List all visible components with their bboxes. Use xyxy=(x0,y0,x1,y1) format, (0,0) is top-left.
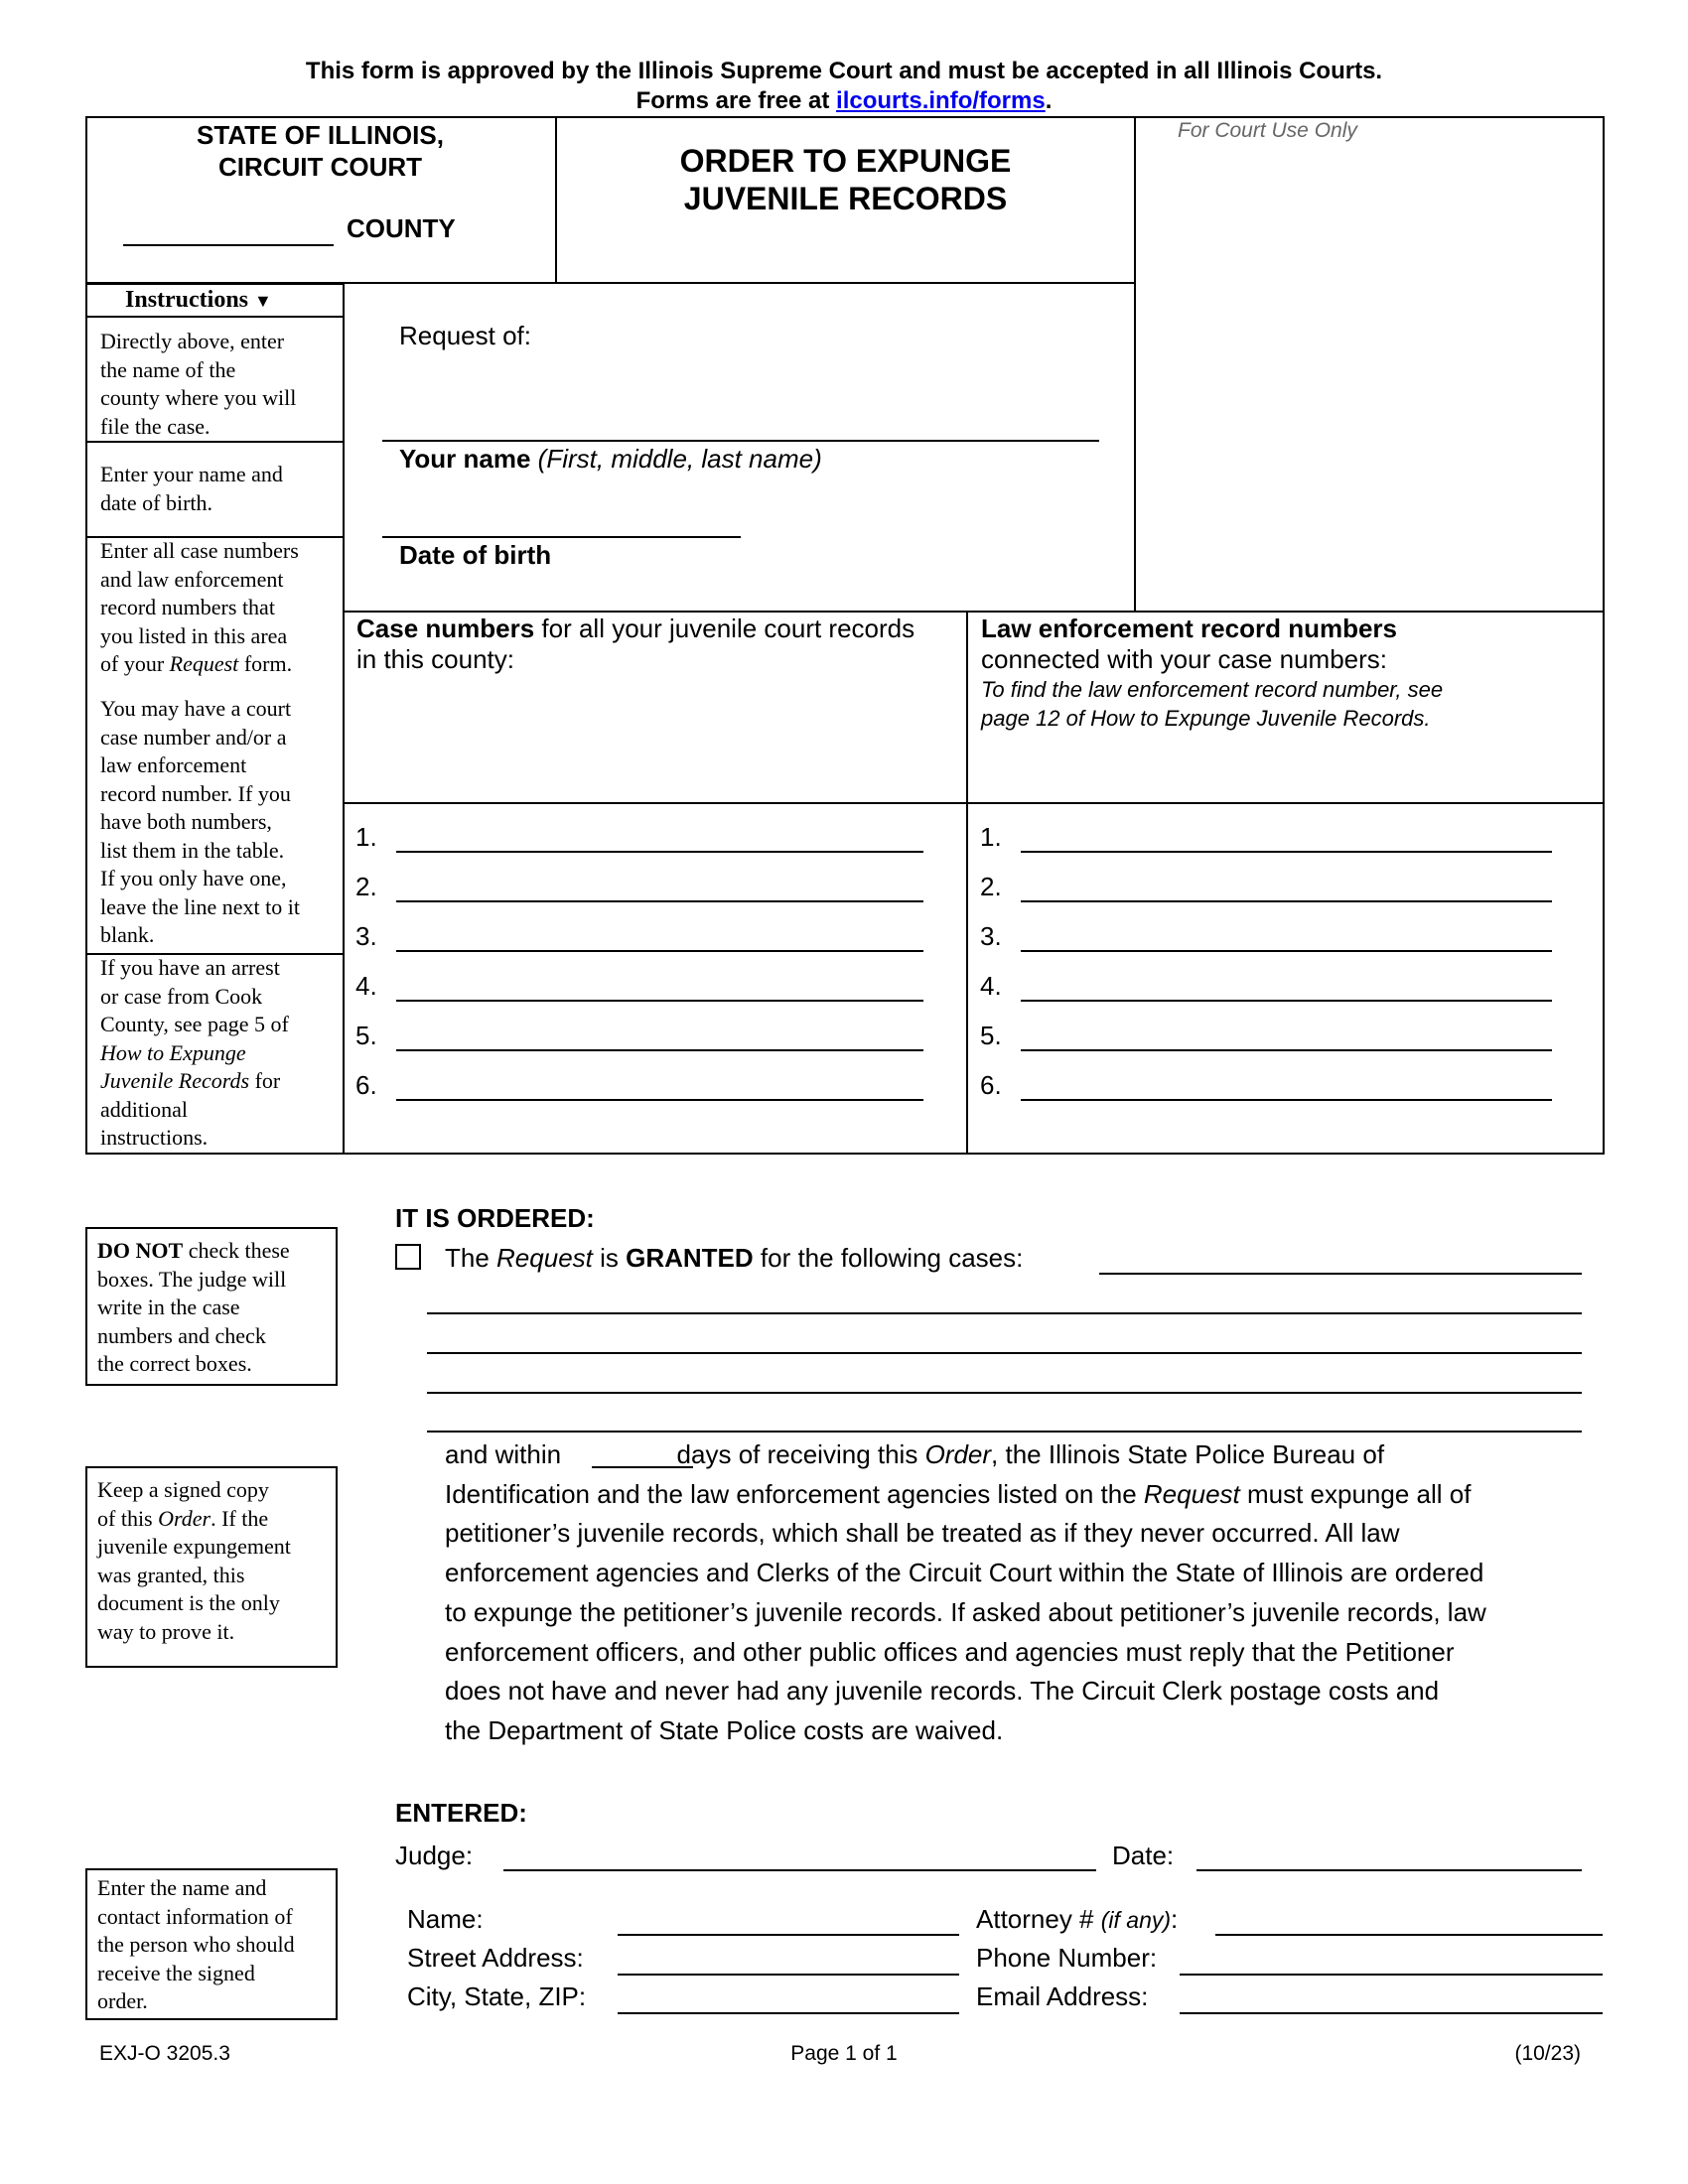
instruction-line xyxy=(100,1067,289,1096)
le-row-number: 1. xyxy=(980,822,1002,852)
instructions-header xyxy=(125,287,272,314)
instruction-line: file the case. xyxy=(100,413,211,439)
header-line: Law enforcement record numbers xyxy=(981,614,1397,643)
le-row-number: 5. xyxy=(980,1021,1002,1050)
text-span: must expunge all of xyxy=(1239,1478,1472,1509)
paragraph-line: to expunge the petitioner’s juvenile records. If asked about petitioner’s juvenile records, law xyxy=(445,1596,1486,1627)
contact-note xyxy=(85,1868,338,2020)
table-top-border xyxy=(343,611,1605,613)
text-span: Request xyxy=(496,1243,593,1273)
instruction-line xyxy=(97,1505,326,1534)
instruction-line: list them in the table. xyxy=(100,837,285,863)
text-span: (if any) xyxy=(1100,1907,1172,1933)
text-span: of this xyxy=(97,1505,159,1531)
date-label: Date: xyxy=(1112,1841,1175,1870)
forms-suffix: . xyxy=(1045,87,1053,114)
le-record-line[interactable] xyxy=(1021,851,1552,853)
le-record-line[interactable] xyxy=(1021,900,1552,902)
case-number-line[interactable] xyxy=(396,1049,923,1051)
instruction-line: Enter all case numbers xyxy=(100,538,299,563)
days-spacer xyxy=(568,1462,669,1463)
text-span: Case numbers xyxy=(356,614,535,643)
granted-cases-line[interactable] xyxy=(427,1312,1582,1314)
instruction-line: was granted, this xyxy=(97,1562,245,1587)
judge-label: Judge: xyxy=(395,1841,474,1870)
days-input-line[interactable] xyxy=(592,1466,693,1468)
form-id: EXJ-O 3205.3 xyxy=(99,2042,230,2065)
it-is-ordered-heading: IT IS ORDERED: xyxy=(395,1203,595,1233)
le-record-line[interactable] xyxy=(1021,1000,1552,1002)
text-span: for all your juvenile court records xyxy=(534,614,915,643)
attorney-label xyxy=(976,1904,1178,1935)
caption-top-border xyxy=(85,116,1605,118)
case-number-line[interactable] xyxy=(396,1000,923,1002)
le-record-line[interactable] xyxy=(1021,1099,1552,1101)
forms-notice xyxy=(0,87,1688,115)
granted-text xyxy=(445,1243,1023,1274)
order-paragraph xyxy=(445,1435,1607,1751)
instruction-line: Directly above, enter xyxy=(100,329,285,353)
instruction-notch xyxy=(343,441,345,502)
revision-date: (10/23) xyxy=(1514,2042,1581,2065)
instruction-line: and law enforcement xyxy=(100,566,284,592)
instruction-line: record numbers that xyxy=(100,595,275,619)
text-span: DO NOT xyxy=(97,1238,184,1263)
instruction-line: Enter the name and xyxy=(97,1875,267,1900)
email-input-line[interactable] xyxy=(1180,2012,1603,2014)
instructions-header-border xyxy=(85,316,344,318)
instruction-line: If you have an arrest xyxy=(100,955,280,980)
instruction-line: How to Expunge xyxy=(100,1039,246,1065)
table-middle-divider xyxy=(966,611,968,1155)
state-heading xyxy=(85,119,555,183)
court-line: CIRCUIT COURT xyxy=(217,152,423,182)
paragraph-line: enforcement officers, and other public offices and agencies must reply that the Petitioner xyxy=(445,1636,1455,1667)
instruction-line: juvenile expungement xyxy=(97,1534,291,1559)
instruction-line xyxy=(97,1237,326,1266)
text-span: Order xyxy=(158,1505,211,1531)
text-span: GRANTED xyxy=(626,1243,754,1273)
header-note: page 12 of How to Expunge Juvenile Records. xyxy=(981,706,1431,731)
instruction-either-number xyxy=(100,695,300,950)
instruction-line: numbers and check xyxy=(97,1322,266,1348)
instruction-line: If you only have one, xyxy=(100,866,287,890)
text-span: days of receiving this xyxy=(676,1439,925,1469)
court-use-divider xyxy=(1134,116,1136,612)
text-span: for xyxy=(249,1068,281,1093)
county-input-line[interactable] xyxy=(123,244,334,246)
case-row-number: 4. xyxy=(355,971,377,1001)
triangle-down-icon: ▼ xyxy=(254,291,272,311)
paragraph-line: does not have and never had any juvenile records. The Circuit Clerk postage costs and xyxy=(445,1676,1440,1706)
court-use-label: For Court Use Only xyxy=(1178,119,1357,142)
forms-prefix: Forms are free at xyxy=(635,87,837,114)
date-input-line[interactable] xyxy=(1196,1869,1582,1871)
instruction-line: or case from Cook xyxy=(100,983,263,1009)
header-note: To find the law enforcement record number, see xyxy=(981,677,1444,702)
forms-link[interactable]: ilcourts.info/forms xyxy=(836,87,1046,114)
instruction-line: Keep a signed copy xyxy=(97,1477,269,1502)
le-record-line[interactable] xyxy=(1021,950,1552,952)
form-right-border xyxy=(1603,116,1605,1155)
instruction-name-dob xyxy=(100,461,283,517)
case-row-number: 3. xyxy=(355,921,377,951)
instruction-line: instructions. xyxy=(100,1125,209,1150)
instruction-line: the person who should xyxy=(97,1932,295,1957)
le-record-line[interactable] xyxy=(1021,1049,1552,1051)
street-input-line[interactable] xyxy=(618,1974,959,1976)
instruction-line: you listed in this area xyxy=(100,622,288,648)
instruction-line: write in the case xyxy=(97,1295,240,1319)
attorney-input-line[interactable] xyxy=(1215,1934,1603,1936)
text-span: : xyxy=(1171,1904,1179,1934)
instructions-title: Instructions xyxy=(125,287,249,313)
instruction-line: date of birth. xyxy=(100,489,213,515)
instruction-cook-county xyxy=(100,954,289,1153)
do-not-check-note xyxy=(85,1227,338,1386)
instruction-line: additional xyxy=(100,1096,188,1122)
request-of-label: Request of: xyxy=(399,321,531,350)
text-span: is xyxy=(592,1243,627,1273)
instruction-line: county where you will xyxy=(100,385,297,410)
paragraph-line: petitioner’s juvenile records, which shall be treated as if they never occurred. All law xyxy=(445,1518,1400,1549)
text-span: Juvenile Records xyxy=(100,1068,250,1093)
title-line-2: JUVENILE RECORDS xyxy=(683,181,1008,216)
phone-input-line[interactable] xyxy=(1180,1974,1603,1976)
date-of-birth-input-line[interactable] xyxy=(382,536,741,538)
instruction-line: document is the only xyxy=(97,1590,280,1615)
granted-checkbox[interactable] xyxy=(395,1244,421,1270)
le-row-number: 3. xyxy=(980,921,1002,951)
instruction-county xyxy=(100,328,296,441)
granted-cases-line[interactable] xyxy=(427,1352,1582,1354)
text-span: Order xyxy=(924,1439,992,1469)
street-label: Street Address: xyxy=(407,1943,584,1973)
paragraph-line: the Department of State Police costs are waived. xyxy=(445,1714,1004,1745)
instruction-line: You may have a court xyxy=(100,696,292,721)
your-name-label xyxy=(399,444,822,475)
text-span: form. xyxy=(238,651,293,676)
instruction-line: record number. If you xyxy=(100,780,291,806)
your-name-input-line[interactable] xyxy=(382,440,1099,442)
instruction-line: boxes. The judge will xyxy=(97,1266,287,1292)
text-span: Request xyxy=(169,651,239,676)
city-input-line[interactable] xyxy=(618,2012,959,2014)
le-row-number: 4. xyxy=(980,971,1002,1001)
instruction-line: case number and/or a xyxy=(100,724,287,750)
form-bottom-border xyxy=(85,1153,1605,1155)
approval-notice: This form is approved by the Illinois Supreme Court and must be accepted in all Illinois Courts. xyxy=(305,58,1383,84)
instruction-line: contact information of xyxy=(97,1903,293,1929)
text-span: . If the xyxy=(211,1505,269,1531)
instruction-line: law enforcement xyxy=(100,752,247,777)
instruction-line: the correct boxes. xyxy=(97,1351,252,1376)
text-span: check these xyxy=(183,1238,290,1263)
instruction-line: Enter your name and xyxy=(100,462,283,486)
case-number-line[interactable] xyxy=(396,851,923,853)
granted-cases-line[interactable] xyxy=(1099,1273,1582,1275)
form-left-border xyxy=(85,116,87,1155)
paragraph-line: enforcement agencies and Clerks of the Circuit Court within the State of Illinois are ordered xyxy=(445,1558,1484,1588)
phone-label: Phone Number: xyxy=(976,1943,1158,1973)
name-input-line[interactable] xyxy=(618,1934,959,1936)
paragraph-line xyxy=(445,1435,1607,1475)
name-label: Name: xyxy=(407,1904,484,1934)
instruction-line: order. xyxy=(97,1988,148,2013)
instruction-case-numbers xyxy=(100,537,299,679)
header-line: connected with your case numbers: xyxy=(981,644,1387,674)
instruction-line: have both numbers, xyxy=(100,809,272,834)
entered-heading: ENTERED: xyxy=(395,1798,527,1828)
case-row-number: 1. xyxy=(355,822,377,852)
case-row-number: 2. xyxy=(355,872,377,901)
case-number-line[interactable] xyxy=(396,900,923,902)
page-number: Page 1 of 1 xyxy=(790,2042,898,2065)
email-label: Email Address: xyxy=(976,1981,1149,2011)
case-row-number: 5. xyxy=(355,1021,377,1050)
law-enforcement-header xyxy=(981,614,1443,733)
case-row-number: 6. xyxy=(355,1070,377,1100)
text-span: Attorney # xyxy=(976,1904,1094,1934)
text-span: Request xyxy=(1143,1478,1240,1509)
instructions-right-border xyxy=(343,283,345,1155)
city-label: City, State, ZIP: xyxy=(407,1981,587,2011)
form-title xyxy=(557,142,1134,217)
keep-copy-note xyxy=(85,1466,338,1668)
le-row-number: 2. xyxy=(980,872,1002,901)
text-span: , the Illinois State Police Bureau of xyxy=(991,1439,1385,1469)
le-row-number: 6. xyxy=(980,1070,1002,1100)
instruction-line xyxy=(100,650,299,679)
title-line-1: ORDER TO EXPUNGE xyxy=(679,143,1012,179)
instruction-divider-1 xyxy=(85,441,344,443)
text-span: (First, middle, last name) xyxy=(537,444,822,474)
instruction-line: the name of the xyxy=(100,356,236,382)
header-line xyxy=(356,614,914,644)
paragraph-line xyxy=(445,1475,1607,1515)
text-span: for the following cases: xyxy=(753,1243,1024,1273)
instruction-line: County, see page 5 of xyxy=(100,1012,289,1036)
instruction-line: receive the signed xyxy=(97,1960,255,1985)
case-number-line[interactable] xyxy=(396,950,923,952)
granted-cases-line[interactable] xyxy=(427,1392,1582,1394)
date-of-birth-label: Date of birth xyxy=(399,540,552,570)
table-header-border xyxy=(343,802,1605,804)
case-number-line[interactable] xyxy=(396,1099,923,1101)
text-span: of your xyxy=(100,651,170,676)
instruction-line: way to prove it. xyxy=(97,1618,235,1644)
text-span: and within xyxy=(445,1439,562,1469)
instructions-top-border xyxy=(85,283,344,285)
county-label: COUNTY xyxy=(347,213,456,243)
instruction-line: leave the line next to it xyxy=(100,893,300,919)
text-span: Your name xyxy=(399,444,531,474)
granted-cases-line[interactable] xyxy=(427,1431,1582,1433)
state-line: STATE OF ILLINOIS, xyxy=(197,120,444,150)
judge-signature-line[interactable] xyxy=(503,1869,1096,1871)
case-numbers-header xyxy=(356,614,914,675)
text-span: Identification and the law enforcement agencies listed on the xyxy=(445,1478,1144,1509)
text-span: The xyxy=(445,1243,497,1273)
header-line: in this county: xyxy=(356,644,514,674)
instruction-line: blank. xyxy=(100,922,155,947)
